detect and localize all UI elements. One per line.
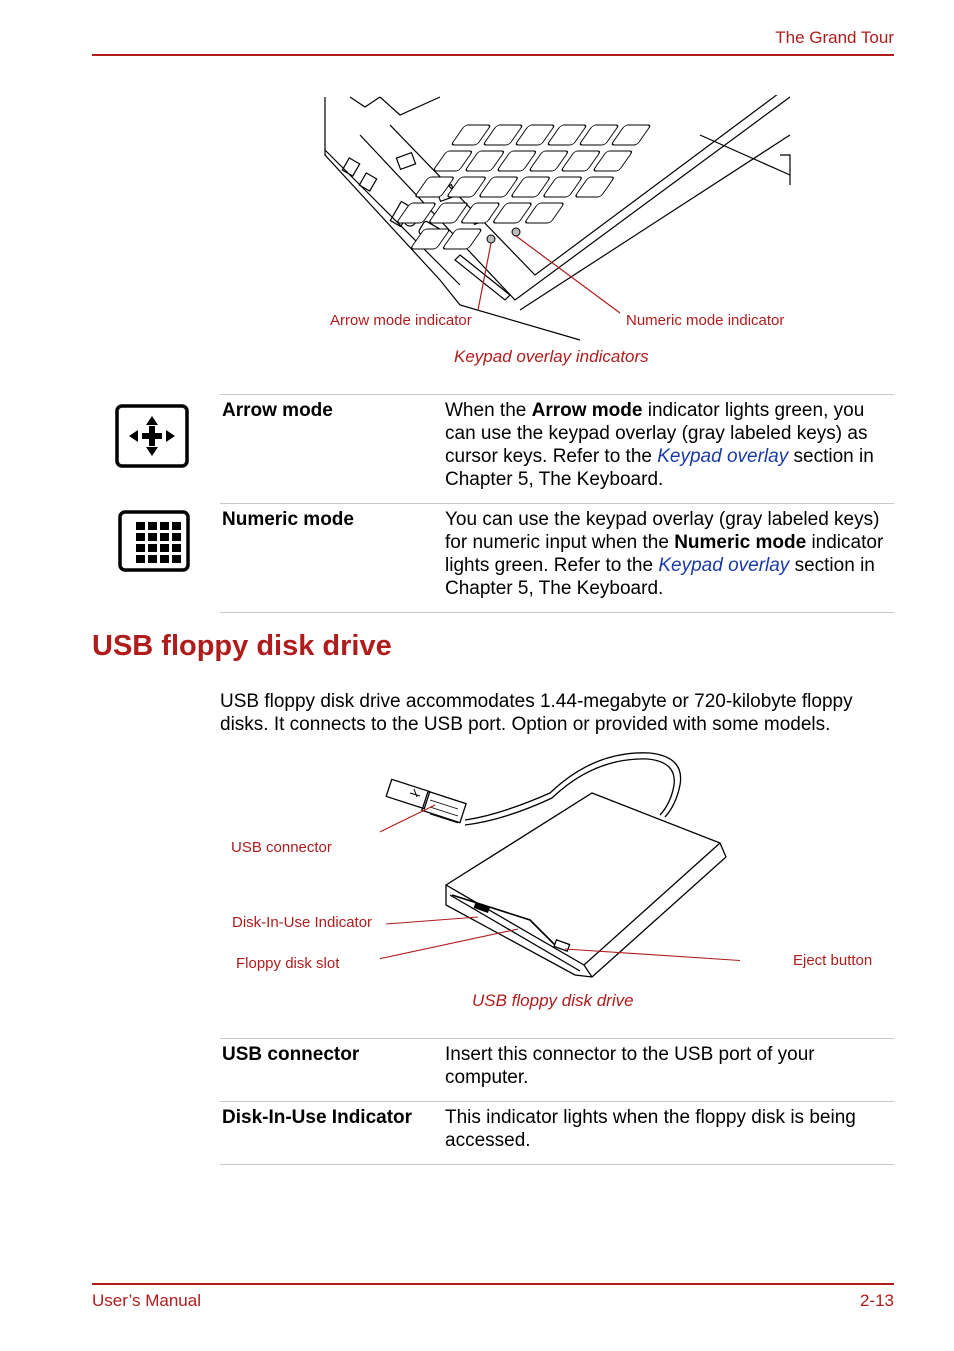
floppy-slot-callout: Floppy disk slot (236, 955, 340, 972)
term-arrow-mode: Arrow mode (222, 400, 333, 421)
figure2-caption: USB floppy disk drive (472, 991, 634, 1010)
desc-numeric-mode: You can use the keypad overlay (gray labeled keys) for numeric input when the Numeric mode indicator lights green. Refer to the Keypad overlay section in Chapter 5, The Keyboard. (445, 509, 884, 599)
keypad-overlay-link[interactable]: Keypad overlay (657, 446, 789, 467)
table-row (220, 1102, 894, 1165)
mode-table (220, 394, 894, 613)
footer-page-number: 2-13 (859, 1291, 894, 1310)
term-numeric-mode: Numeric mode (222, 509, 354, 530)
desc-arrow-mode: When the Arrow mode indicator lights green, you can use the keypad overlay (gray labeled keys) as cursor keys. Refer to the Keypad overlay section in Chapter 5, The Keyboard. (445, 400, 874, 490)
keypad-overlay-link[interactable]: Keypad overlay (658, 555, 790, 576)
arrow-cross-icon (115, 404, 189, 468)
table-row (220, 395, 894, 504)
numeric-grid-icon (118, 510, 190, 572)
desc-disk-in-use: This indicator lights when the floppy disk is being accessed. (445, 1107, 856, 1151)
footer-manual-title: User’s Manual (92, 1291, 201, 1310)
desc-usb-connector: Insert this connector to the USB port of your computer. (445, 1044, 815, 1088)
arrow-mode-led (487, 235, 495, 243)
term-usb-connector: USB connector (222, 1044, 360, 1065)
section-heading: USB floppy disk drive (92, 630, 392, 662)
numeric-mode-callout: Numeric mode indicator (626, 312, 785, 329)
usb-floppy-illustration (380, 745, 740, 985)
usb-connector-callout: USB connector (231, 839, 332, 856)
arrow-mode-callout: Arrow mode indicator (330, 312, 472, 329)
header-rule (92, 54, 894, 56)
figure1-caption: Keypad overlay indicators (454, 347, 649, 366)
section-paragraph: USB floppy disk drive accommodates 1.44-megabyte or 720-kilobyte floppy disks. It connects to the USB port. Option or provided with some models. (220, 691, 853, 735)
parts-table (220, 1038, 894, 1165)
page-header-title: The Grand Tour (775, 28, 894, 47)
keyboard-illustration (320, 95, 800, 345)
numeric-mode-led (512, 228, 520, 236)
disk-in-use-callout: Disk-In-Use Indicator (232, 914, 373, 931)
table-row (220, 1039, 894, 1102)
term-disk-in-use: Disk-In-Use Indicator (222, 1107, 413, 1128)
footer-rule (92, 1283, 894, 1285)
table-row (220, 504, 894, 613)
eject-button-callout: Eject button (793, 952, 873, 969)
